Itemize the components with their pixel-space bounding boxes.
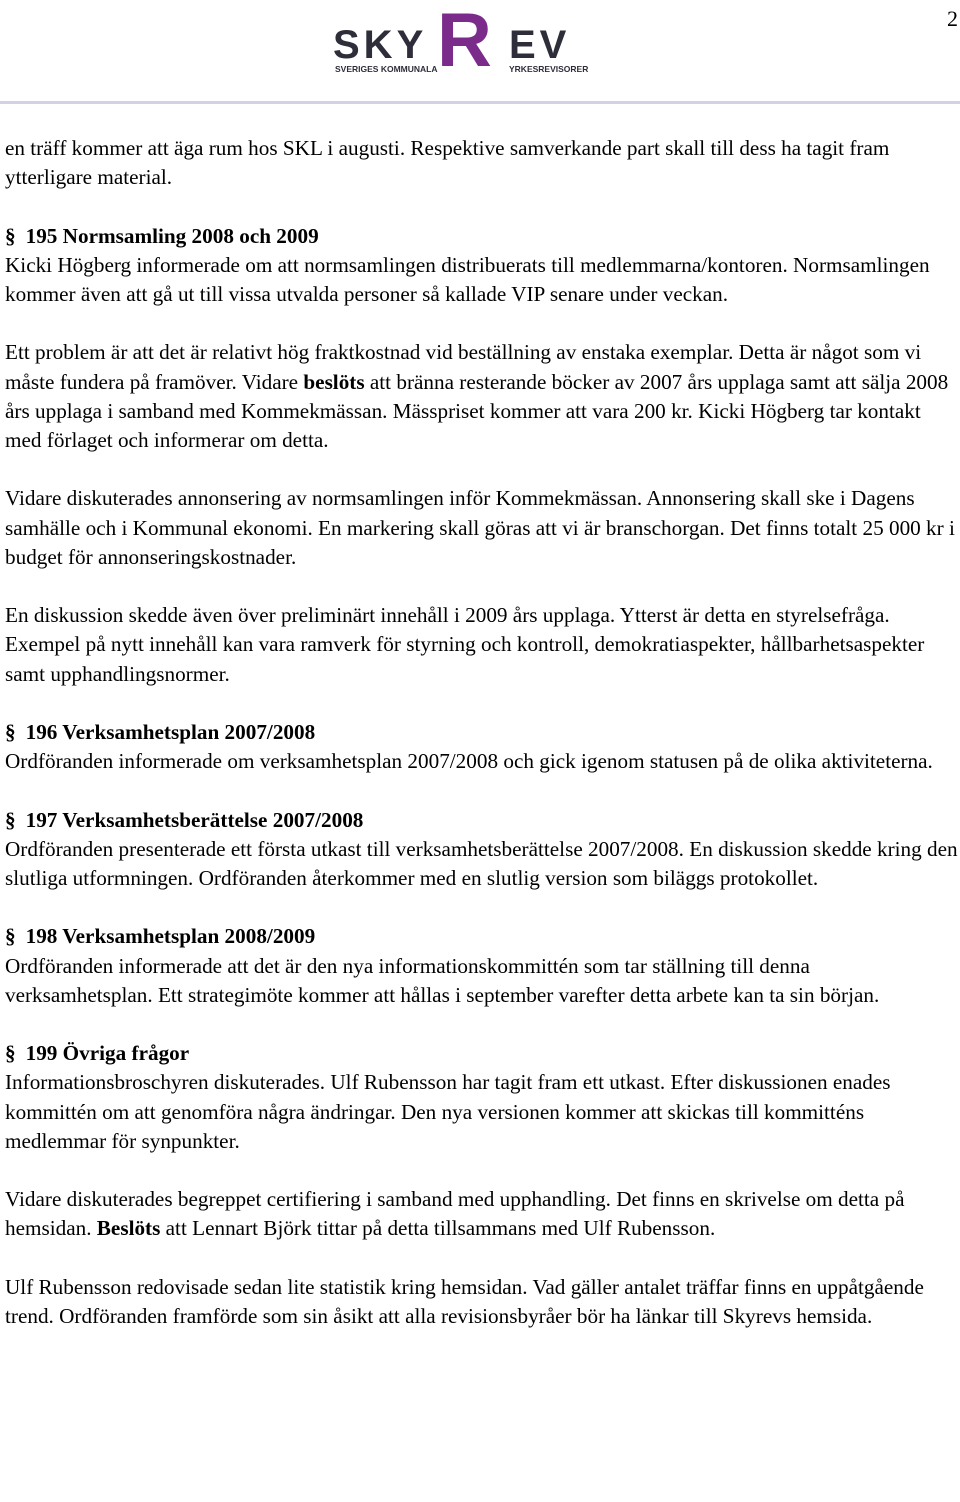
section-heading [5,808,363,832]
section-body: Kicki Högberg informerade om att normsamlingen distribuerats till medlemmarna/kontoren. Normsamlingen kommer även att gå ut till vissa utvalda personer så kallade VIP senare under veckan. [5,252,930,306]
section-196 [5,718,960,776]
section-body: Ordföranden presenterade ett första utkast till verksamhetsberättelse 2007/2008. En diskussion skedde kring den slutliga utformningen. Ordföranden återkommer med en slutlig version som biläggs protokollet. [5,836,958,890]
section-body: Ordföranden informerade att det är den nya informationskommittén som tar ställning till denna verksamhetsplan. Ett strategimöte kommer att hållas i september varefter detta arbete kan ta sin början. [5,953,880,1007]
intro-paragraph: en träff kommer att äga rum hos SKL i augusti. Respektive samverkande part skall till dess ha tagit fram ytterligare material. [5,136,890,190]
section-sign: § [5,1041,16,1066]
document-body [5,134,960,1360]
section-heading-text: 198 Verksamhetsplan 2008/2009 [25,924,316,949]
logo-letters-left: SKY [333,23,428,67]
section-195 [5,222,960,310]
text-run: Vidare diskuterades begreppet certifiering i samband med upphandling. Det finns en skrivelse om detta på hemsidan. [5,1187,905,1241]
section-sign: § [5,223,16,248]
section-sign: § [5,719,16,744]
logo-letters-right: EV [509,23,571,67]
section-199 [5,1039,960,1156]
section-sign: § [5,807,16,832]
bold-decision: Beslöts [96,1216,161,1241]
section-body: Ordföranden informerade om verksamhetsplan 2007/2008 och gick igenom statusen på de olika aktiviteterna. [5,749,933,774]
section-heading-text: 197 Verksamhetsberättelse 2007/2008 [25,807,364,832]
text-run: att bränna resterande böcker av 2007 års upplaga samt att sälja 2008 års upplaga i samband med Kommekmässan. Mässpriset kommer att vara 200 kr. Kicki Högberg tar kontakt med förlaget och informerar om detta. [5,369,949,452]
skyrev-logo [333,2,595,76]
section-195-paragraph-3: Vidare diskuterades annonsering av normsamlingen inför Kommekmässan. Annonsering skall ske i Dagens samhälle och i Kommunal ekonomi. En markering skall göras att vi är branschorgan. Det finns totalt 25 000 kr i budget för annonseringskostnader. [5,486,955,569]
section-heading-text: 199 Övriga frågor [25,1041,190,1066]
section-heading-text: 196 Verksamhetsplan 2007/2008 [25,719,316,744]
logo-tagline-right: YRKESREVISORER [509,64,589,74]
text-run: Ett problem är att det är relativt hög fraktkostnad vid beställning av enstaka exemplar. Detta är något som vi måste fundera på framöver. Vidare [5,340,922,394]
section-199-paragraph-3: Ulf Rubensson redovisade sedan lite statistik kring hemsidan. Vad gäller antalet träffar finns en uppåtgående trend. Ordföranden framförde som sin åsikt att alla revisionsbyråer bör ha länkar till Skyrevs hemsida. [5,1274,924,1328]
section-heading [5,224,319,248]
section-195-paragraph-4: En diskussion skedde även över preliminärt innehåll i 2009 års upplaga. Ytterst är detta en styrelsefråga. Exempel på nytt innehåll kan vara ramverk för styrning och kontroll, demokratiaspekter, hållbarhetsaspekter samt upphandlingsnormer. [5,603,925,686]
section-heading [5,924,315,948]
section-heading [5,1041,189,1065]
section-heading-text: 195 Normsamling 2008 och 2009 [25,223,319,248]
section-199-paragraph-2 [5,1185,960,1243]
text-run: att Lennart Björk tittar på detta tillsammans med Ulf Rubensson. [160,1216,716,1241]
section-197 [5,806,960,894]
section-body: Informationsbroschyren diskuterades. Ulf Rubensson har tagit fram ett utkast. Efter diskussionen enades kommittén om att genomföra några ändringar. Den nya versionen kommer att skickas till kommitténs medlemmar för synpunkter. [5,1070,891,1153]
header-rule [0,101,960,104]
section-195-paragraph-2 [5,338,960,455]
logo-tagline-left: SVERIGES KOMMUNALA [335,64,438,74]
logo-letter-r: R [437,2,492,76]
page-number: 2 [947,6,958,31]
section-heading [5,720,315,744]
section-198 [5,922,960,1010]
section-sign: § [5,924,16,949]
bold-decision: beslöts [303,369,365,394]
